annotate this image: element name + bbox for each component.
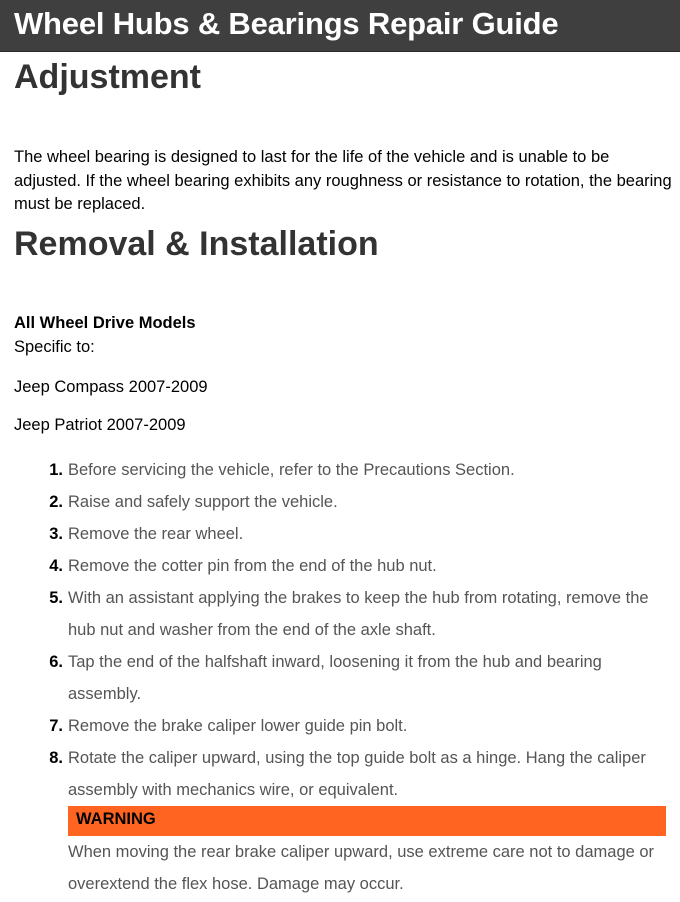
vehicle-model: Jeep Patriot 2007-2009	[14, 416, 186, 434]
header-bar	[0, 0, 680, 52]
step-number: 7.	[49, 717, 63, 735]
step-number: 6.	[49, 653, 63, 671]
step-text: Remove the rear wheel.	[68, 525, 244, 543]
warning-banner	[68, 806, 666, 836]
adjustment-paragraph: The wheel bearing is designed to last for the life of the vehicle and is unable to be adjusted. If the wheel bearing exhibits any roughness or resistance to rotation, the bearing must be replaced.	[14, 148, 672, 213]
step-text: Before servicing the vehicle, refer to the Precautions Section.	[68, 461, 515, 479]
step-number: 2.	[49, 493, 63, 511]
warning-label: WARNING	[76, 810, 156, 828]
step-number: 1.	[49, 461, 63, 479]
step-text: Rotate the caliper upward, using the top guide bolt as a hinge. Hang the caliper assembly with mechanics wire, or equivalent.	[68, 749, 646, 799]
warning-text: When moving the rear brake caliper upward, use extreme care not to damage or overextend the flex hose. Damage may occur.	[68, 843, 655, 893]
removal-heading: Removal & Installation	[14, 225, 379, 263]
step-text: With an assistant applying the brakes to keep the hub from rotating, remove the hub nut and washer from the end of the axle shaft.	[68, 589, 649, 639]
adjustment-heading: Adjustment	[14, 58, 201, 96]
step-number: 3.	[49, 525, 63, 543]
vehicle-model: Jeep Compass 2007-2009	[14, 378, 208, 396]
step-text: Remove the brake caliper lower guide pin bolt.	[68, 717, 408, 735]
model-subheading: All Wheel Drive Models	[14, 314, 196, 332]
step-number: 8.	[49, 749, 63, 767]
step-text: Tap the end of the halfshaft inward, loosening it from the hub and bearing assembly.	[68, 653, 602, 703]
step-item	[0, 710, 668, 742]
step-number: 4.	[49, 557, 63, 575]
step-item	[0, 454, 668, 486]
step-item	[0, 486, 668, 518]
step-item	[0, 742, 668, 806]
step-item	[0, 646, 668, 710]
procedure-steps	[0, 454, 680, 806]
step-number: 5.	[49, 589, 63, 607]
step-item	[0, 582, 668, 646]
step-text: Remove the cotter pin from the end of the hub nut.	[68, 557, 437, 575]
page-title: Wheel Hubs & Bearings Repair Guide	[14, 6, 559, 41]
step-text: Raise and safely support the vehicle.	[68, 493, 338, 511]
specific-to-label: Specific to:	[14, 338, 95, 356]
step-item	[0, 518, 668, 550]
step-item	[0, 550, 668, 582]
